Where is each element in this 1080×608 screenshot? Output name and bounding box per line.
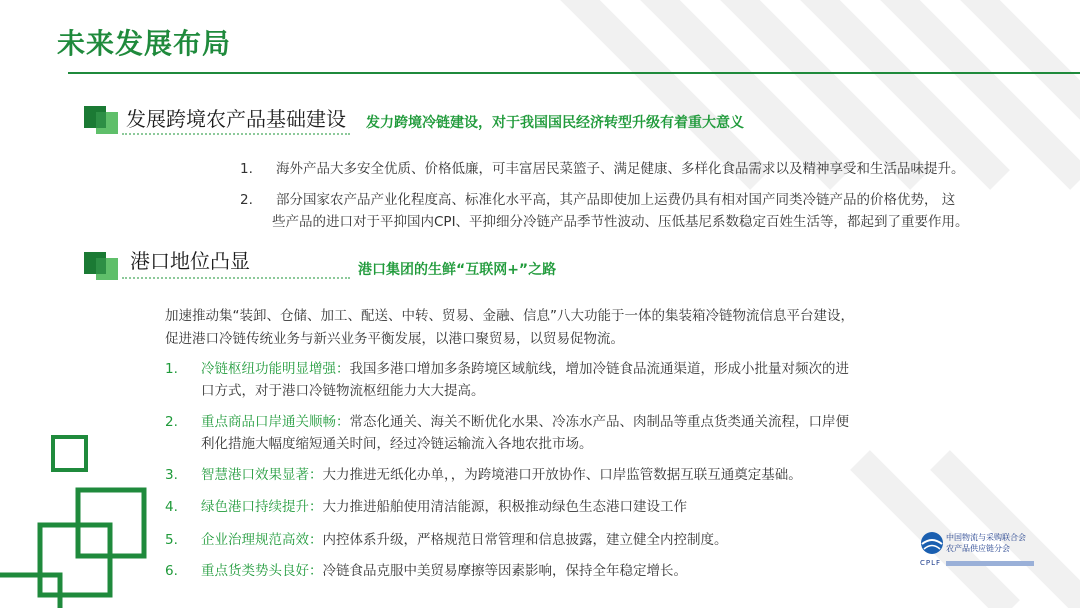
list-item: 6. 重点货类势头良好：冷链食品克服中美贸易摩擦等因素影响，保持全年稳定增长。: [165, 563, 687, 579]
section2-heading: 港口地位凸显: [130, 249, 250, 273]
section-square-icon: [84, 104, 124, 136]
cflp-logo: [916, 530, 1036, 575]
list-item-continuation: 利化措施大幅度缩短通关时间，经过冷链运输流入各地农批市场。: [201, 436, 593, 452]
section2-subheading: 港口集团的生鲜“互联网+”之路: [358, 262, 557, 278]
section-square-icon: [84, 250, 124, 282]
list-item-continuation: 口方式，对于港口冷链物流枢纽能力大大提高。: [201, 383, 485, 399]
list-item-continuation: 些产品的进口对于平抑国内CPI、平抑细分冷链产品季节性波动、压低基尼系数稳定百姓生活等，都起到了重要作用。: [272, 214, 969, 230]
list-item: 3. 智慧港口效果显著：大力推进无纸化办单，，为跨境港口开放协作、口岸监管数据互联互通奠定基础。: [165, 467, 802, 483]
decorative-squares: [0, 430, 160, 608]
logo-abbr: CPLF: [920, 559, 942, 567]
section1-heading: 发展跨境农产品基础建设: [126, 107, 346, 131]
logo-bar: [946, 561, 1034, 566]
list-item: 4. 绿色港口持续提升：大力推进船舶使用清洁能源，积极推动绿色生态港口建设工作: [165, 499, 687, 515]
list-item: 1. 海外产品大多安全优质、价格低廉，可丰富居民菜篮子、满足健康、多样化食品需求以及精神享受和生活品味提升。: [240, 161, 965, 177]
list-item: 2. 重点商品口岸通关顺畅：常态化通关、海关不断优化水果、冷冻水产品、肉制品等重点货类通关流程，口岸便: [165, 414, 849, 430]
page-title: 未来发展布局: [57, 27, 232, 60]
logo-branch-name: 农产品供应链分会: [946, 544, 1010, 553]
globe-logo-icon: [918, 530, 946, 556]
title-divider: [68, 72, 1080, 74]
list-item: 1. 冷链枢纽功能明显增强：我国多港口增加多条跨境区域航线，增加冷链食品流通渠道，形成小批量对频次的进: [165, 361, 849, 377]
intro-line: 加速推动集“装卸、仓储、加工、配送、中转、贸易、金融、信息”八大功能于一体的集装箱冷链物流信息平台建设，: [165, 308, 854, 324]
logo-org-name: 中国物流与采购联合会: [946, 533, 1026, 542]
intro-line: 促进港口冷链传统业务与新兴业务平衡发展，以港口聚贸易，以贸易促物流。: [165, 331, 624, 347]
list-item: 2. 部分国家农产品产业化程度高、标准化水平高，其产品即使加上运费仍具有相对国产同类冷链产品的价格优势， 这: [240, 192, 956, 208]
list-item: 5. 企业治理规范高效：内控体系升级，严格规范日常管理和信息披露，建立健全内控制度。: [165, 532, 728, 548]
section1-subheading: 发力跨境冷链建设，对于我国国民经济转型升级有着重大意义: [366, 115, 744, 131]
section2-dotted-divider: [122, 277, 350, 279]
section1-dotted-divider: [122, 133, 350, 135]
